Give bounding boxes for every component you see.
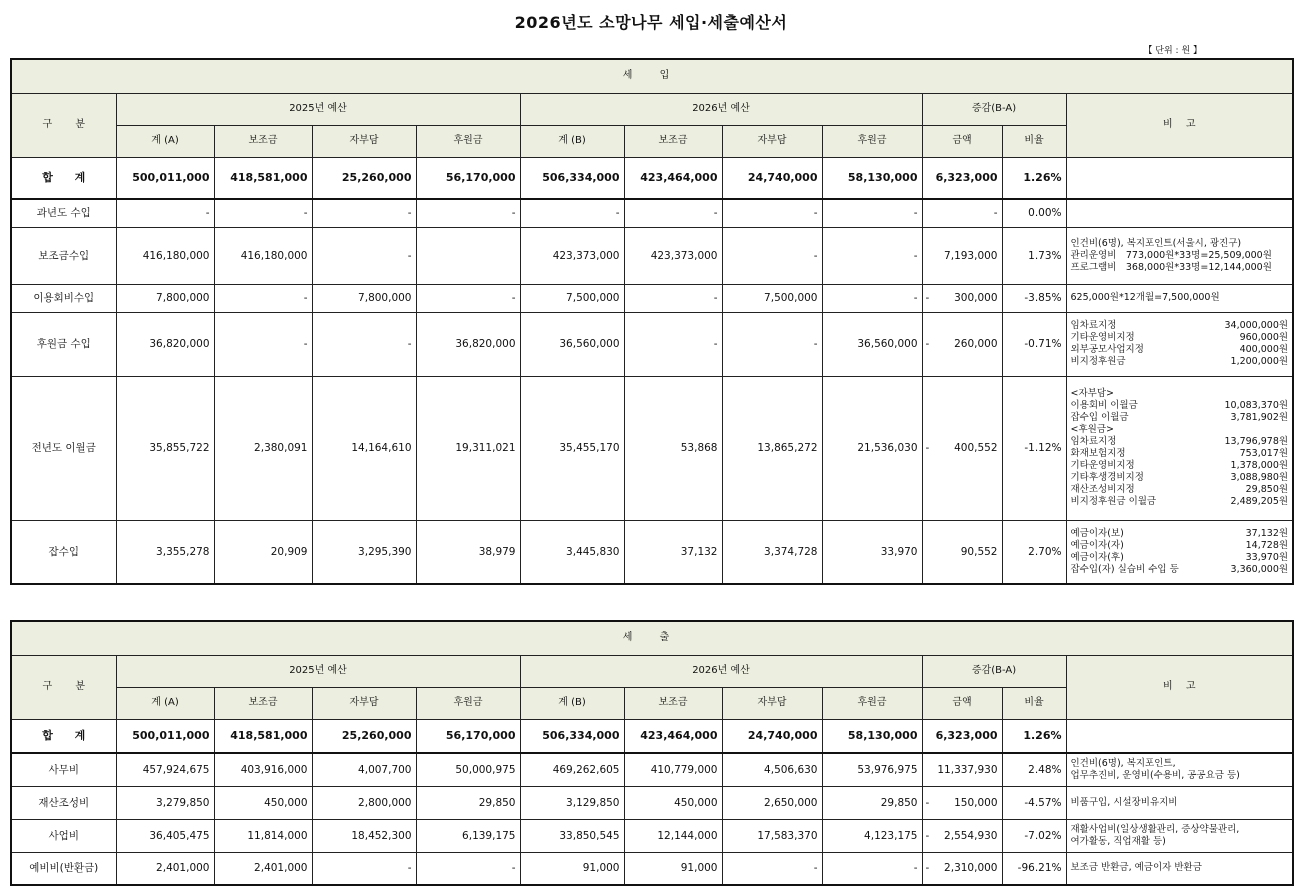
- remark-amount: 400,000원: [1239, 344, 1289, 355]
- cell-b-sub: 410,779,000: [624, 753, 722, 786]
- cell-diff-amount: [922, 199, 1002, 227]
- negative-sign: -: [925, 829, 930, 842]
- header-subsidy: 보조금: [214, 125, 312, 157]
- diff-amount-value: 11,337,930: [937, 763, 998, 776]
- cell-a: 2,401,000: [116, 852, 214, 885]
- remark-line: [1071, 770, 1289, 782]
- cell-b: 91,000: [520, 852, 624, 885]
- cell-a: 457,924,675: [116, 753, 214, 786]
- remark-amount: 960,000원: [1239, 332, 1289, 343]
- remark-line: [1071, 424, 1289, 436]
- cell-b-self: -: [722, 312, 822, 376]
- row-label: 보조금수입: [11, 227, 116, 284]
- remark-line: [1071, 262, 1289, 274]
- cell-a-sub: 450,000: [214, 786, 312, 819]
- remark-item: 임차료지정: [1070, 320, 1117, 331]
- cell-a-don: -: [416, 284, 520, 312]
- remark-line: [1071, 758, 1289, 770]
- total-diff-amount: 6,323,000: [922, 157, 1002, 199]
- cell-remark: [1066, 520, 1293, 584]
- cell-a-sub: -: [214, 199, 312, 227]
- cell-b: -: [520, 199, 624, 227]
- cell-b-don: -: [822, 227, 922, 284]
- document-title: 2026년도 소망나무 세입·세출예산서: [514, 13, 788, 32]
- cell-a: 35,855,722: [116, 376, 214, 520]
- section-title: 세 출: [11, 621, 1293, 655]
- cell-a-self: 4,007,700: [312, 753, 416, 786]
- remark-line: [1071, 250, 1289, 262]
- cell-b-don: 21,536,030: [822, 376, 922, 520]
- total-b-don: 58,130,000: [822, 719, 922, 753]
- row-label: 이용회비수입: [11, 284, 116, 312]
- remark-amount: 34,000,000원: [1224, 320, 1289, 331]
- cell-remark: [1066, 376, 1293, 520]
- header-donation: 후원금: [416, 687, 520, 719]
- row-label: 예비비(반환금): [11, 852, 116, 885]
- diff-amount-value: 7,193,000: [944, 249, 998, 262]
- cell-b-don: 33,970: [822, 520, 922, 584]
- cell-b-don: 29,850: [822, 786, 922, 819]
- diff-amount-value: 260,000: [954, 338, 998, 350]
- table-row: [11, 312, 1293, 376]
- total-a: 500,011,000: [116, 157, 214, 199]
- cell-a-self: -: [312, 227, 416, 284]
- header-ratio: 비율: [1002, 125, 1066, 157]
- remark-line: [1071, 824, 1289, 836]
- remark-item: 임차료지정: [1070, 436, 1117, 447]
- remark-line: [1071, 400, 1289, 412]
- cell-a-sub: -: [214, 312, 312, 376]
- table-row: [11, 284, 1293, 312]
- cell-b-self: 3,374,728: [722, 520, 822, 584]
- expense-table: [10, 620, 1294, 886]
- header-ratio: 비율: [1002, 687, 1066, 719]
- remark-line: [1071, 496, 1289, 508]
- cell-diff-amount: [922, 520, 1002, 584]
- remark-line: [1071, 472, 1289, 484]
- remark-amount: 14,728원: [1245, 539, 1289, 551]
- cell-remark: [1066, 312, 1293, 376]
- remark-text: 프로그램비 368,000원*33명=12,144,000원: [1070, 261, 1272, 273]
- remark-line: [1071, 436, 1289, 448]
- cell-a-don: 36,820,000: [416, 312, 520, 376]
- cell-b-sub: 91,000: [624, 852, 722, 885]
- header-category: 구 분: [11, 655, 116, 719]
- total-row: [11, 719, 1293, 753]
- cell-b-self: 17,583,370: [722, 819, 822, 852]
- cell-b: 7,500,000: [520, 284, 624, 312]
- remark-item: 잡수입(자) 실습비 수입 등: [1070, 563, 1179, 575]
- remark-line: [1071, 552, 1289, 564]
- cell-a-self: 3,295,390: [312, 520, 416, 584]
- cell-b-self: 13,865,272: [722, 376, 822, 520]
- total-b: 506,334,000: [520, 719, 624, 753]
- section-header-row: [11, 59, 1293, 93]
- cell-b-self: -: [722, 227, 822, 284]
- total-a: 500,011,000: [116, 719, 214, 753]
- cell-a: 3,355,278: [116, 520, 214, 584]
- header-remark: 비 고: [1066, 93, 1293, 157]
- remark-item: 이용회비 이월금: [1070, 400, 1138, 411]
- cell-b: 36,560,000: [520, 312, 624, 376]
- cell-a: 36,820,000: [116, 312, 214, 376]
- header-sum-b: 계 (B): [520, 687, 624, 719]
- header-difference: 증감(B-A): [922, 93, 1066, 125]
- remark-line: [1071, 320, 1289, 332]
- cell-a-self: -: [312, 312, 416, 376]
- table-row: [11, 520, 1293, 584]
- cell-b-don: -: [822, 852, 922, 885]
- cell-diff-ratio: -3.85%: [1002, 284, 1066, 312]
- cell-diff-ratio: -96.21%: [1002, 852, 1066, 885]
- remark-item: 화재보험지정: [1070, 448, 1126, 459]
- table-row: [11, 819, 1293, 852]
- total-remark: [1066, 719, 1293, 753]
- cell-a-sub: 20,909: [214, 520, 312, 584]
- cell-remark: [1066, 852, 1293, 885]
- cell-b: 469,262,605: [520, 753, 624, 786]
- section-header-row: [11, 621, 1293, 655]
- header-amount: 금액: [922, 687, 1002, 719]
- remark-line: [1071, 528, 1289, 540]
- cell-b-don: -: [822, 284, 922, 312]
- negative-sign: -: [925, 796, 930, 809]
- remark-text: <자부담>: [1070, 388, 1114, 399]
- negative-sign: -: [925, 442, 930, 454]
- remark-text: 인건비(6명), 복지포인트,: [1070, 757, 1176, 769]
- cell-diff-ratio: 2.48%: [1002, 753, 1066, 786]
- header-budget-2026: 2026년 예산: [520, 655, 922, 687]
- cell-b-sub: 53,868: [624, 376, 722, 520]
- remark-amount: 3,360,000원: [1230, 563, 1289, 575]
- total-a-don: 56,170,000: [416, 157, 520, 199]
- table-row: [11, 227, 1293, 284]
- total-label: 합 계: [11, 157, 116, 199]
- row-label: 전년도 이월금: [11, 376, 116, 520]
- remark-amount: 1,378,000원: [1230, 460, 1289, 471]
- diff-amount-value: 90,552: [960, 545, 998, 558]
- table-row: [11, 199, 1293, 227]
- cell-diff-amount: [922, 227, 1002, 284]
- remark-amount: 37,132원: [1245, 527, 1289, 539]
- remark-amount: 1,200,000원: [1230, 356, 1289, 367]
- cell-b-sub: 450,000: [624, 786, 722, 819]
- cell-a-don: -: [416, 199, 520, 227]
- row-label: 재산조성비: [11, 786, 116, 819]
- cell-a-sub: 403,916,000: [214, 753, 312, 786]
- cell-b: 3,445,830: [520, 520, 624, 584]
- remark-amount: 13,796,978원: [1224, 436, 1289, 447]
- cell-a-self: 14,164,610: [312, 376, 416, 520]
- remark-amount: 10,083,370원: [1224, 400, 1289, 411]
- cell-b-don: 53,976,975: [822, 753, 922, 786]
- cell-b-self: 4,506,630: [722, 753, 822, 786]
- remark-item: 기타후생경비지정: [1070, 472, 1144, 483]
- row-label: 사업비: [11, 819, 116, 852]
- header-subsidy: 보조금: [214, 687, 312, 719]
- header-budget-2025: 2025년 예산: [116, 93, 520, 125]
- diff-amount-value: 2,310,000: [944, 862, 998, 875]
- diff-amount-value: -: [993, 207, 998, 220]
- cell-b-self: -: [722, 852, 822, 885]
- cell-a-self: 18,452,300: [312, 819, 416, 852]
- total-a-don: 56,170,000: [416, 719, 520, 753]
- cell-a-self: 7,800,000: [312, 284, 416, 312]
- negative-sign: -: [925, 338, 930, 350]
- remark-item: 예금이자(자): [1070, 539, 1124, 551]
- remark-line: [1071, 238, 1289, 250]
- remark-text: 관리운영비 773,000원*33명=25,509,000원: [1070, 249, 1272, 261]
- total-b-self: 24,740,000: [722, 719, 822, 753]
- header-sum-a: 계 (A): [116, 687, 214, 719]
- cell-b: 423,373,000: [520, 227, 624, 284]
- remark-line: [1071, 448, 1289, 460]
- header-subsidy: 보조금: [624, 125, 722, 157]
- cell-a-don: -: [416, 852, 520, 885]
- remark-text: 여가활동, 직업재활 등): [1070, 835, 1166, 847]
- cell-diff-amount: [922, 852, 1002, 885]
- remark-text: 재활사업비(일상생활관리, 증상약물관리,: [1070, 823, 1240, 835]
- negative-sign: -: [925, 862, 930, 875]
- remark-line: [1071, 332, 1289, 344]
- cell-a-sub: 2,380,091: [214, 376, 312, 520]
- cell-b-self: 7,500,000: [722, 284, 822, 312]
- table-row: [11, 376, 1293, 520]
- remark-line: [1071, 412, 1289, 424]
- header-donation: 후원금: [416, 125, 520, 157]
- cell-diff-ratio: -0.71%: [1002, 312, 1066, 376]
- total-a-self: 25,260,000: [312, 157, 416, 199]
- cell-diff-amount: [922, 284, 1002, 312]
- cell-diff-ratio: -7.02%: [1002, 819, 1066, 852]
- total-a-sub: 418,581,000: [214, 157, 312, 199]
- remark-text: <후원금>: [1070, 424, 1114, 435]
- remark-amount: 2,489,205원: [1230, 496, 1289, 507]
- total-b-self: 24,740,000: [722, 157, 822, 199]
- cell-b-sub: 12,144,000: [624, 819, 722, 852]
- header-self: 자부담: [722, 687, 822, 719]
- remark-line: [1071, 484, 1289, 496]
- cell-a: 416,180,000: [116, 227, 214, 284]
- remark-amount: 29,850원: [1245, 484, 1289, 495]
- cell-b-sub: 37,132: [624, 520, 722, 584]
- header-remark: 비 고: [1066, 655, 1293, 719]
- negative-sign: -: [925, 292, 930, 304]
- row-label: 사무비: [11, 753, 116, 786]
- remark-line: [1071, 292, 1289, 304]
- row-label: 잡수입: [11, 520, 116, 584]
- remark-text: 625,000원*12개월=7,500,000원: [1070, 292, 1220, 303]
- remark-line: [1071, 460, 1289, 472]
- cell-b-sub: 423,373,000: [624, 227, 722, 284]
- header-donation: 후원금: [822, 125, 922, 157]
- cell-b: 35,455,170: [520, 376, 624, 520]
- income-table: [10, 58, 1294, 585]
- remark-amount: 3,088,980원: [1230, 472, 1289, 483]
- cell-diff-amount: [922, 786, 1002, 819]
- cell-diff-amount: [922, 376, 1002, 520]
- remark-line: [1071, 836, 1289, 848]
- cell-a-sub: 416,180,000: [214, 227, 312, 284]
- cell-a-don: 50,000,975: [416, 753, 520, 786]
- total-diff-ratio: 1.26%: [1002, 157, 1066, 199]
- cell-b-self: 2,650,000: [722, 786, 822, 819]
- remark-item: 비지정후원금: [1070, 356, 1126, 367]
- remark-item: 기타운영비지정: [1070, 460, 1135, 471]
- header-difference: 증감(B-A): [922, 655, 1066, 687]
- remark-text: 비품구입, 시설장비유지비: [1070, 796, 1178, 808]
- total-row: [11, 157, 1293, 199]
- cell-b-self: -: [722, 199, 822, 227]
- header-budget-2026: 2026년 예산: [520, 93, 922, 125]
- total-b-don: 58,130,000: [822, 157, 922, 199]
- remark-line: [1071, 344, 1289, 356]
- diff-amount-value: 150,000: [954, 796, 998, 809]
- header-subsidy: 보조금: [624, 687, 722, 719]
- row-label: 후원금 수입: [11, 312, 116, 376]
- cell-a-sub: 2,401,000: [214, 852, 312, 885]
- section-title: 세 입: [11, 59, 1293, 93]
- cell-diff-ratio: 2.70%: [1002, 520, 1066, 584]
- remark-text: 업무추진비, 운영비(수용비, 공공요금 등): [1070, 769, 1240, 781]
- remark-item: 비지정후원금 이월금: [1070, 496, 1157, 507]
- cell-a: 36,405,475: [116, 819, 214, 852]
- header-self: 자부담: [312, 687, 416, 719]
- header-self: 자부담: [722, 125, 822, 157]
- cell-b-sub: -: [624, 284, 722, 312]
- remark-line: [1071, 388, 1289, 400]
- cell-b-don: 36,560,000: [822, 312, 922, 376]
- table-row: [11, 786, 1293, 819]
- remark-amount: 753,017원: [1239, 448, 1289, 459]
- cell-b-don: -: [822, 199, 922, 227]
- header-budget-2025: 2025년 예산: [116, 655, 520, 687]
- cell-a-self: -: [312, 852, 416, 885]
- remark-line: [1071, 564, 1289, 576]
- cell-a-don: 6,139,175: [416, 819, 520, 852]
- remark-line: [1071, 540, 1289, 552]
- header-donation: 후원금: [822, 687, 922, 719]
- cell-diff-ratio: -1.12%: [1002, 376, 1066, 520]
- total-b-sub: 423,464,000: [624, 719, 722, 753]
- total-b-sub: 423,464,000: [624, 157, 722, 199]
- cell-a: 3,279,850: [116, 786, 214, 819]
- total-b: 506,334,000: [520, 157, 624, 199]
- cell-diff-ratio: 1.73%: [1002, 227, 1066, 284]
- cell-b-sub: -: [624, 312, 722, 376]
- cell-diff-ratio: -4.57%: [1002, 786, 1066, 819]
- header-self: 자부담: [312, 125, 416, 157]
- remark-line: [1071, 356, 1289, 368]
- cell-remark: [1066, 199, 1293, 227]
- cell-diff-amount: [922, 753, 1002, 786]
- header-category: 구 분: [11, 93, 116, 157]
- cell-diff-amount: [922, 312, 1002, 376]
- unit-label: 【 단위 : 원 】: [1143, 46, 1202, 56]
- remark-item: 예금이자(후): [1070, 551, 1124, 563]
- header-amount: 금액: [922, 125, 1002, 157]
- diff-amount-value: 300,000: [954, 292, 998, 304]
- remark-text: 인건비(6명), 복지포인트(서울시, 광진구): [1070, 237, 1242, 249]
- remark-item: 재산조성비지정: [1070, 484, 1135, 495]
- cell-a-don: 29,850: [416, 786, 520, 819]
- remark-item: 기타운영비지정: [1070, 332, 1135, 343]
- table-row: [11, 753, 1293, 786]
- cell-a: 7,800,000: [116, 284, 214, 312]
- header-sum-b: 계 (B): [520, 125, 624, 157]
- cell-b: 3,129,850: [520, 786, 624, 819]
- cell-a-don: [416, 227, 520, 284]
- cell-b: 33,850,545: [520, 819, 624, 852]
- remark-item: 예금이자(보): [1070, 527, 1124, 539]
- total-diff-ratio: 1.26%: [1002, 719, 1066, 753]
- cell-remark: [1066, 786, 1293, 819]
- remark-text: 보조금 반환금, 예금이자 반환금: [1070, 862, 1202, 874]
- table-row: [11, 852, 1293, 885]
- remark-amount: 3,781,902원: [1230, 412, 1289, 423]
- remark-line: [1071, 797, 1289, 809]
- cell-a: -: [116, 199, 214, 227]
- total-diff-amount: 6,323,000: [922, 719, 1002, 753]
- total-remark: [1066, 157, 1293, 199]
- cell-remark: [1066, 819, 1293, 852]
- cell-b-sub: -: [624, 199, 722, 227]
- cell-diff-ratio: 0.00%: [1002, 199, 1066, 227]
- total-label: 합 계: [11, 719, 116, 753]
- cell-a-don: 38,979: [416, 520, 520, 584]
- remark-item: 잡수입 이월금: [1070, 412, 1129, 423]
- cell-remark: [1066, 227, 1293, 284]
- cell-b-don: 4,123,175: [822, 819, 922, 852]
- cell-a-sub: 11,814,000: [214, 819, 312, 852]
- cell-a-self: -: [312, 199, 416, 227]
- row-label: 과년도 수입: [11, 199, 116, 227]
- cell-remark: [1066, 753, 1293, 786]
- cell-a-don: 19,311,021: [416, 376, 520, 520]
- remark-item: 외부공모사업지정: [1070, 344, 1144, 355]
- total-a-sub: 418,581,000: [214, 719, 312, 753]
- total-a-self: 25,260,000: [312, 719, 416, 753]
- cell-remark: [1066, 284, 1293, 312]
- diff-amount-value: 2,554,930: [944, 829, 998, 842]
- remark-amount: 33,970원: [1245, 551, 1289, 563]
- remark-line: [1071, 862, 1289, 874]
- diff-amount-value: 400,552: [954, 442, 998, 454]
- cell-a-sub: -: [214, 284, 312, 312]
- cell-a-self: 2,800,000: [312, 786, 416, 819]
- header-sum-a: 계 (A): [116, 125, 214, 157]
- cell-diff-amount: [922, 819, 1002, 852]
